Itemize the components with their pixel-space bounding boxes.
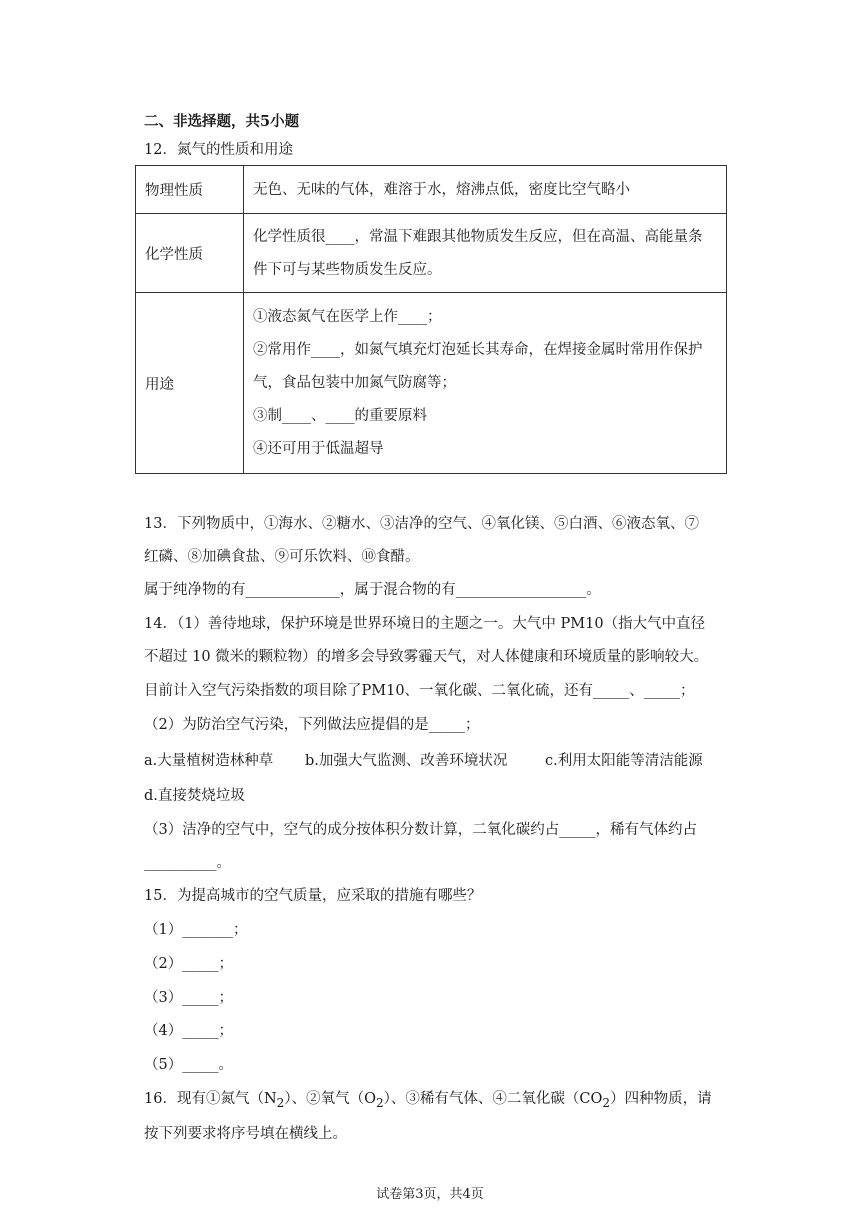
q14-option-b: b.加强大气监测、改善环境状况 — [305, 753, 508, 769]
table-row — [136, 166, 727, 214]
row-label: 物理性质 — [136, 166, 244, 214]
cell-line: ③制____、____的重要原料 — [253, 408, 427, 424]
q15-title: 15．为提高城市的空气质量，应采取的措施有哪些？ — [144, 888, 482, 904]
q16-text: 16．现有①氮气（N — [144, 1091, 277, 1107]
page-footer: 试卷第3页，共4页 — [376, 1187, 484, 1202]
q16-text: ）、②氧气（O — [284, 1091, 376, 1107]
row-content — [244, 166, 727, 214]
q14-line-6: __________。 — [144, 855, 231, 871]
row-label: 化学性质 — [136, 214, 244, 293]
subscript: 2 — [276, 1095, 285, 1110]
cell-line: 化学性质很____，常温下难跟其他物质发生反应，但在高温、高能量条 — [253, 228, 703, 245]
cell-line: 无色、无味的气体，难溶于水，熔沸点低，密度比空气略小 — [253, 181, 630, 198]
q13-line-1: 13．下列物质中，①海水、②糖水、③洁净的空气、④氧化镁、⑤白酒、⑥液态氧、⑦ — [144, 516, 699, 532]
q14-option-c: c.利用太阳能等清洁能源 — [545, 753, 703, 769]
nitrogen-property-table — [135, 165, 727, 474]
row-label: 用途 — [136, 293, 244, 474]
q15-item: （3）_____； — [144, 990, 233, 1006]
row-content — [244, 293, 727, 474]
row-content — [244, 214, 727, 293]
q15-item: （4）_____； — [144, 1023, 233, 1039]
subscript: 2 — [602, 1095, 611, 1110]
table-row — [136, 214, 727, 293]
cell-line: 气，食品包装中加氮气防腐等； — [253, 375, 456, 391]
table-row — [136, 293, 727, 474]
q13-line-2: 红磷、⑧加碘食盐、⑨可乐饮料、⑩食醋。 — [144, 549, 420, 565]
cell-line: 件下可与某些物质发生反应。 — [253, 261, 442, 278]
q14-line-4: （2）为防治空气污染，下列做法应提倡的是_____； — [144, 717, 480, 733]
cell-line: ①液态氮气在医学上作____； — [253, 309, 442, 325]
section-title: 二、非选择题，共5小题 — [144, 113, 300, 130]
q14-line-5: （3）洁净的空气中，空气的成分按体积分数计算，二氧化碳约占_____，稀有气体约占 — [144, 822, 697, 838]
q16-line-2: 按下列要求将序号填在横线上。 — [144, 1126, 347, 1142]
subscript: 2 — [375, 1095, 384, 1110]
q15-item: （1）_______； — [144, 922, 248, 938]
q14-line-1: 14．（1）善待地球，保护环境是世界环境日的主题之一。大气中 PM10（指大气中直径 — [144, 616, 706, 632]
q15-item: （2）_____； — [144, 956, 233, 972]
q14-option-a: a.大量植树造林种草 — [144, 753, 274, 769]
cell-line: ②常用作____，如氮气填充灯泡延长其寿命，在焊接金属时常用作保护 — [253, 342, 703, 358]
cell-line: ④还可用于低温超导 — [253, 441, 384, 457]
q15-item: （5）_____。 — [144, 1057, 233, 1073]
q16-text: ）、③稀有气体、④二氧化碳（CO — [383, 1091, 603, 1107]
q13-line-3: 属于纯净物的有_____________，属于混合物的有__________________。 — [144, 582, 601, 598]
q14-option-d: d.直接焚烧垃圾 — [144, 788, 245, 804]
q12-title: 12．氮气的性质和用途 — [144, 142, 293, 158]
q14-line-3: 目前计入空气污染指数的项目除了PM10、一氧化碳、二氧化硫，还有_____、_____； — [144, 683, 695, 699]
q16-line-1 — [144, 1089, 712, 1113]
q14-line-2: 不超过 10 微米的颗粒物）的增多会导致雾霾天气，对人体健康和环境质量的影响较大。 — [144, 649, 709, 665]
q16-text: ）四种物质，请 — [610, 1091, 712, 1107]
